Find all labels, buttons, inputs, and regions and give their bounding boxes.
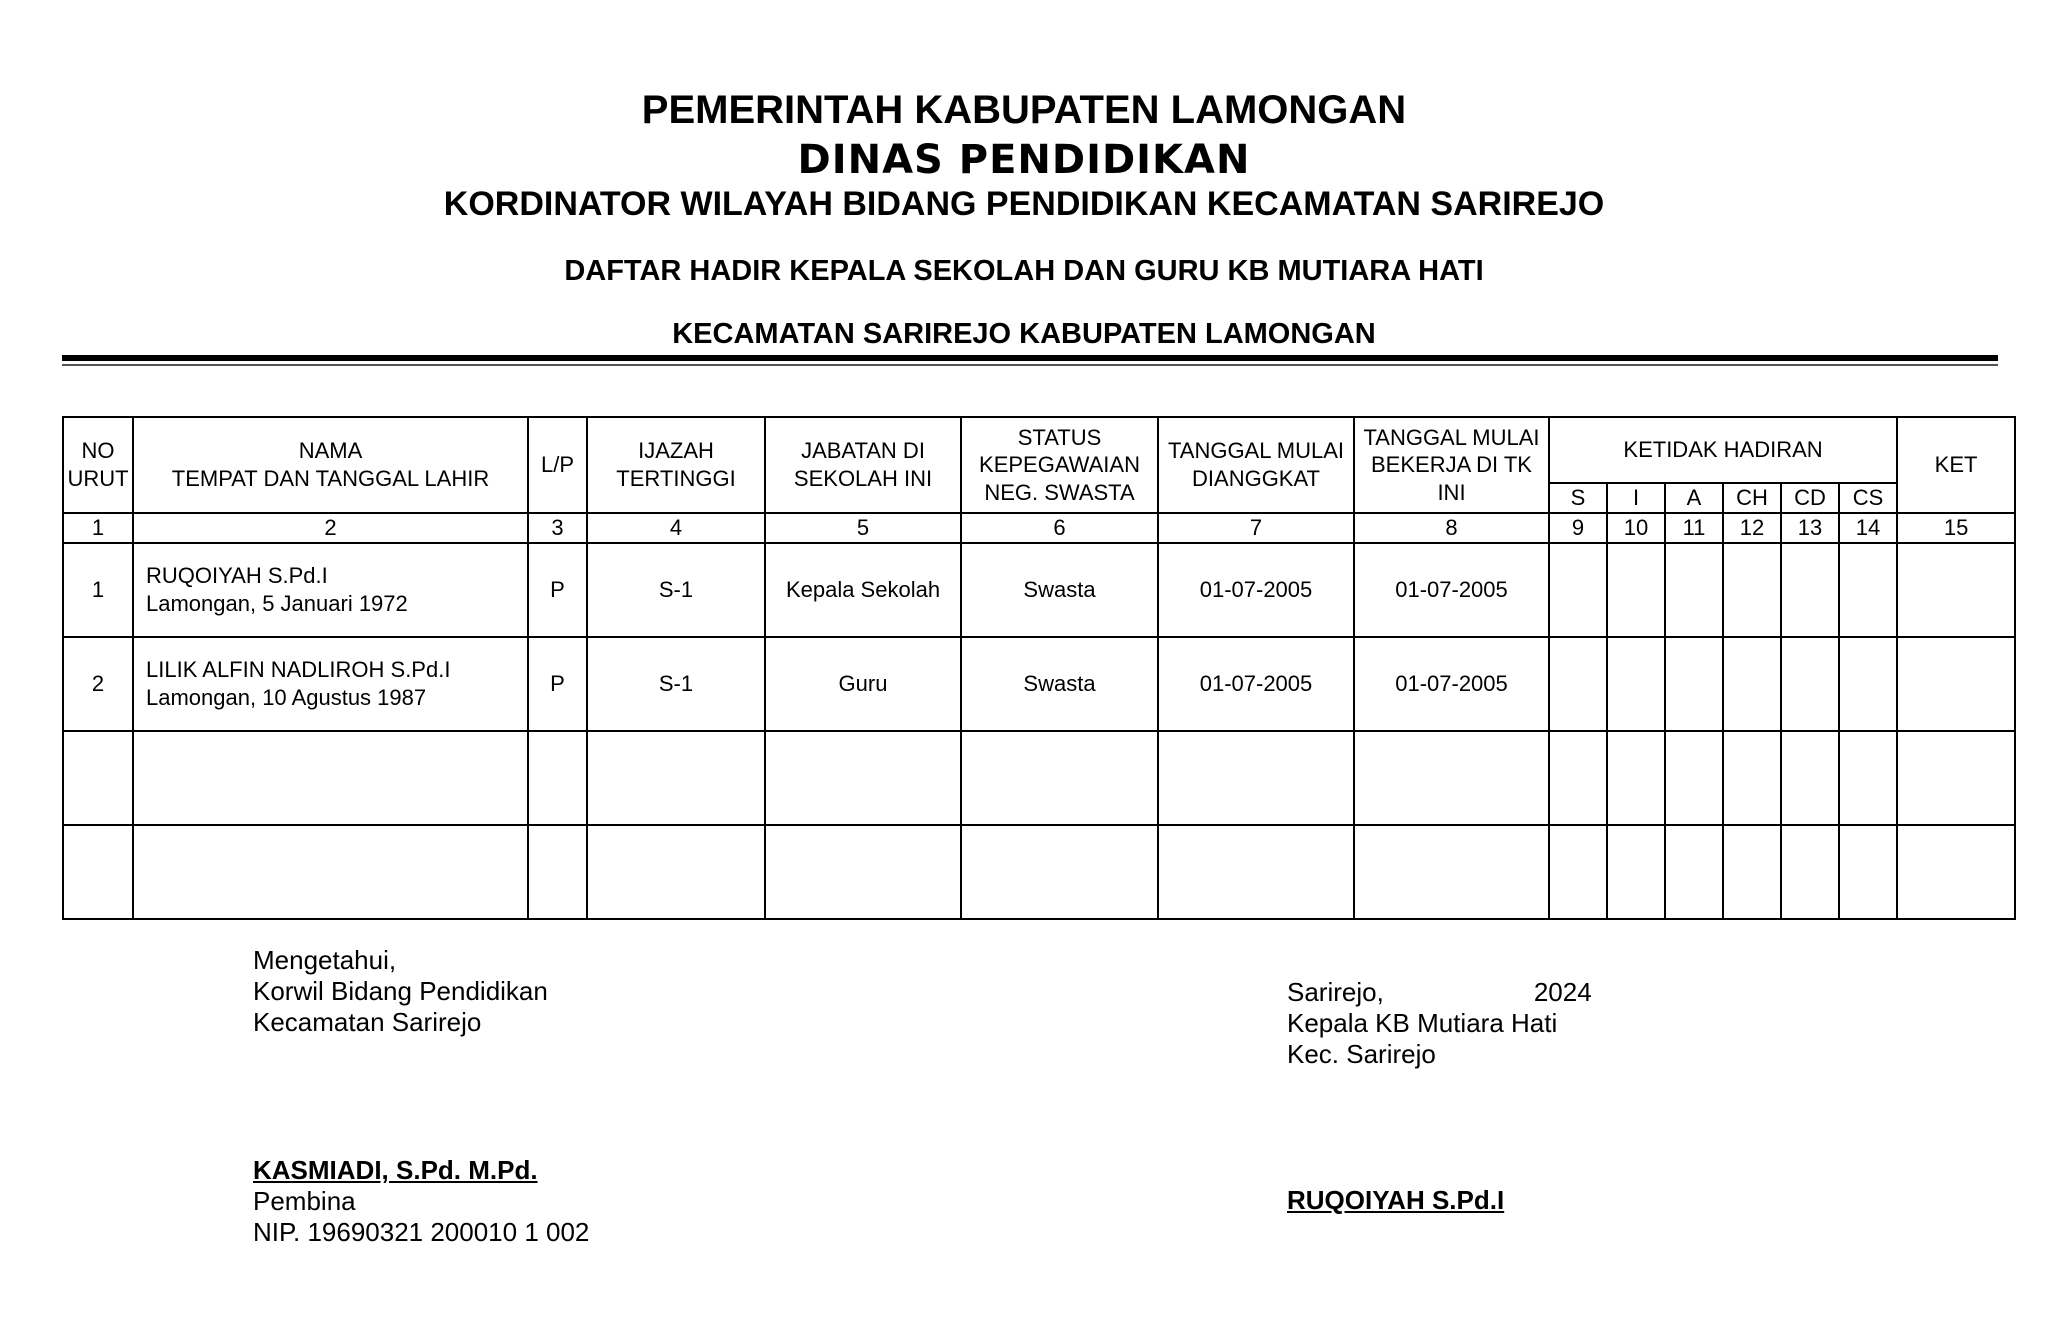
cell-absence-s — [1549, 637, 1607, 731]
cell-absence-s — [1549, 543, 1607, 637]
col-header-absence-s: S — [1549, 483, 1607, 513]
table-row — [63, 637, 2015, 731]
signature-left-acknowledged: Mengetahui, — [253, 945, 397, 975]
column-number: 3 — [528, 513, 587, 543]
signature-right-district: Kec. Sarirejo — [1287, 1039, 1436, 1069]
cell-status: Swasta — [961, 637, 1158, 731]
col-header-absence-i: I — [1607, 483, 1665, 513]
document-title: DAFTAR HADIR KEPALA SEKOLAH DAN GURU KB MUTIARA HATI — [564, 255, 1484, 287]
header-divider-thin — [62, 364, 1998, 366]
signature-left-position: Korwil Bidang Pendidikan — [253, 976, 548, 1006]
cell-absence-i — [1607, 543, 1665, 637]
cell-nama — [133, 637, 528, 731]
signature-right-name: RUQOIYAH S.Pd.I — [1287, 1185, 1505, 1215]
table-row-empty — [63, 825, 2015, 919]
cell-jabatan: Guru — [765, 637, 961, 731]
cell-absence-i — [1607, 637, 1665, 731]
col-header-nama: NAMA TEMPAT DAN TANGGAL LAHIR — [133, 417, 528, 513]
cell-absence-ch — [1723, 543, 1781, 637]
person-birth: Lamongan, 5 Januari 1972 — [146, 590, 408, 616]
column-number: 8 — [1354, 513, 1549, 543]
signature-right-place: Sarirejo, — [1287, 977, 1384, 1007]
table-row-empty — [63, 731, 2015, 825]
cell-lp: P — [528, 543, 587, 637]
column-number: 4 — [587, 513, 765, 543]
person-name: LILIK ALFIN NADLIROH S.Pd.I — [146, 657, 451, 682]
person-name: RUQOIYAH S.Pd.I — [146, 563, 328, 588]
col-header-absence-cs: CS — [1839, 483, 1897, 513]
cell-jabatan: Kepala Sekolah — [765, 543, 961, 637]
cell-status: Swasta — [961, 543, 1158, 637]
document-subtitle: KECAMATAN SARIREJO KABUPATEN LAMONGAN — [672, 318, 1376, 350]
cell-tanggal-bekerja: 01-07-2005 — [1354, 637, 1549, 731]
signature-right-position: Kepala KB Mutiara Hati — [1287, 1008, 1558, 1038]
cell-tanggal-diangkat: 01-07-2005 — [1158, 637, 1354, 731]
signature-right-year: 2024 — [1533, 977, 1592, 1007]
cell-absence-cs — [1839, 543, 1897, 637]
column-number: 2 — [133, 513, 528, 543]
cell-ijazah: S-1 — [587, 543, 765, 637]
col-header-absence-a: A — [1665, 483, 1723, 513]
column-number: 6 — [961, 513, 1158, 543]
signature-left-rank: Pembina — [253, 1186, 356, 1216]
cell-no: 2 — [63, 637, 133, 731]
cell-absence-cd — [1781, 543, 1839, 637]
cell-ket — [1897, 543, 2015, 637]
column-number: 1 — [63, 513, 133, 543]
column-number: 12 — [1723, 513, 1781, 543]
col-header-ketidakhadiran: KETIDAK HADIRAN — [1549, 417, 1897, 483]
cell-nama — [133, 543, 528, 637]
signature-left-nip: NIP. 19690321 200010 1 002 — [253, 1217, 590, 1247]
cell-absence-a — [1665, 637, 1723, 731]
col-header-status: STATUS KEPEGAWAIAN NEG. SWASTA — [961, 417, 1158, 513]
col-header-lp: L/P — [528, 417, 587, 513]
cell-lp: P — [528, 637, 587, 731]
cell-tanggal-diangkat: 01-07-2005 — [1158, 543, 1354, 637]
column-number-row — [63, 513, 2015, 543]
cell-absence-cs — [1839, 637, 1897, 731]
cell-ket — [1897, 637, 2015, 731]
signature-left-district: Kecamatan Sarirejo — [253, 1007, 482, 1037]
header-department: DINAS PENDIDIKAN — [797, 137, 1251, 183]
column-number: 5 — [765, 513, 961, 543]
person-birth: Lamongan, 10 Agustus 1987 — [146, 684, 427, 710]
column-number: 9 — [1549, 513, 1607, 543]
header-divider-thick — [62, 355, 1998, 361]
header-government: PEMERINTAH KABUPATEN LAMONGAN — [641, 88, 1407, 132]
cell-absence-cd — [1781, 637, 1839, 731]
col-header-tanggal-diangkat: TANGGAL MULAI DIANGGKAT — [1158, 417, 1354, 513]
signature-left-details — [253, 1186, 589, 1248]
column-number: 7 — [1158, 513, 1354, 543]
col-header-tanggal-bekerja: TANGGAL MULAI BEKERJA DI TK INI — [1354, 417, 1549, 513]
signature-left-block — [253, 945, 548, 1038]
col-header-absence-cd: CD — [1781, 483, 1839, 513]
cell-absence-ch — [1723, 637, 1781, 731]
cell-no: 1 — [63, 543, 133, 637]
signature-left-name: KASMIADI, S.Pd. M.Pd. — [253, 1155, 538, 1185]
column-number: 11 — [1665, 513, 1723, 543]
signature-right-block — [1287, 977, 1592, 1070]
column-number: 15 — [1897, 513, 2015, 543]
col-header-jabatan: JABATAN DI SEKOLAH INI — [765, 417, 961, 513]
col-header-no-urut: NO URUT — [63, 417, 133, 513]
table-row — [63, 543, 2015, 637]
attendance-table — [62, 416, 2016, 920]
col-header-ijazah: IJAZAH TERTINGGI — [587, 417, 765, 513]
column-number: 13 — [1781, 513, 1839, 543]
col-header-absence-ch: CH — [1723, 483, 1781, 513]
col-header-ket: KET — [1897, 417, 2015, 513]
cell-tanggal-bekerja: 01-07-2005 — [1354, 543, 1549, 637]
cell-absence-a — [1665, 543, 1723, 637]
column-number: 14 — [1839, 513, 1897, 543]
signature-right-date-line — [1287, 977, 1592, 1008]
cell-ijazah: S-1 — [587, 637, 765, 731]
header-coordinator: KORDINATOR WILAYAH BIDANG PENDIDIKAN KECAMATAN SARIREJO — [443, 185, 1605, 223]
column-number: 10 — [1607, 513, 1665, 543]
